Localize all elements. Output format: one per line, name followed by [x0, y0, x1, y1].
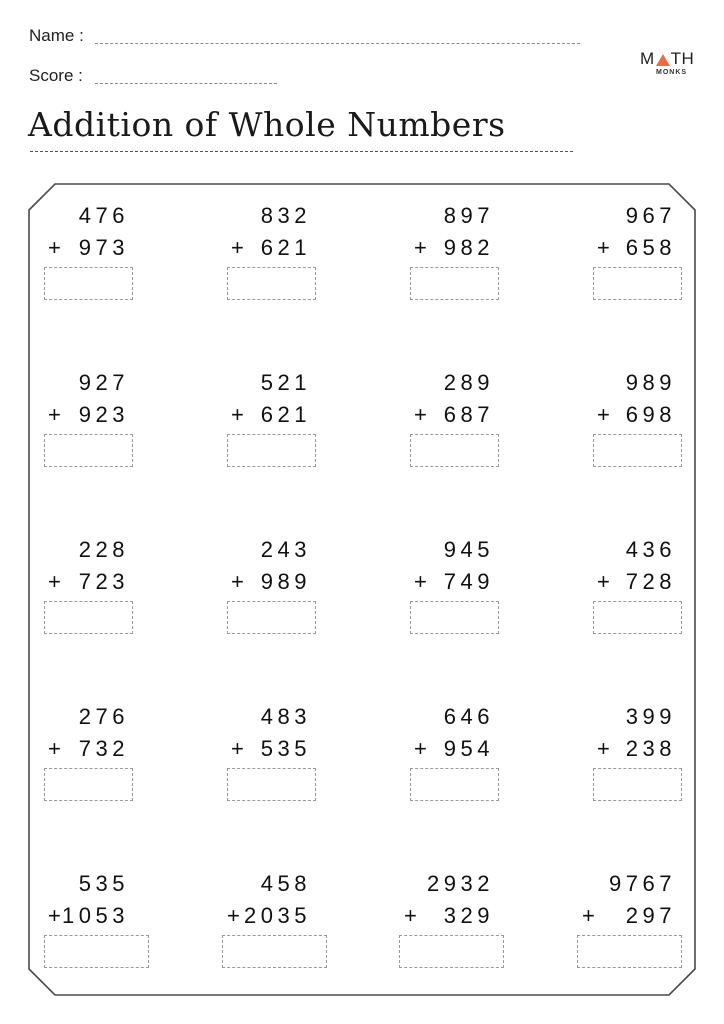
answer-box[interactable]: [222, 935, 327, 968]
answer-box[interactable]: [44, 267, 133, 300]
addend-top: 436: [625, 537, 676, 562]
plus-sign: +: [414, 402, 427, 427]
answer-box[interactable]: [593, 434, 682, 467]
plus-sign: +: [597, 402, 610, 427]
plus-sign: +: [48, 569, 61, 594]
answer-box[interactable]: [410, 601, 499, 634]
plus-sign: +: [48, 736, 61, 761]
addend-bottom: 728: [625, 569, 676, 594]
addend-top: 535: [78, 871, 129, 896]
addend-top: 458: [260, 871, 311, 896]
addend-bottom: 2035: [244, 903, 311, 928]
plus-sign: +: [414, 569, 427, 594]
answer-box[interactable]: [44, 434, 133, 467]
answer-box[interactable]: [593, 768, 682, 801]
addend-top: 989: [625, 370, 676, 395]
answer-box[interactable]: [227, 768, 316, 801]
triangle-icon: [656, 54, 670, 66]
addend-bottom: 535: [260, 736, 311, 761]
name-field-row: [29, 26, 84, 46]
math-monks-logo: [640, 50, 700, 90]
plus-sign: +: [227, 903, 240, 928]
logo-subtitle: MONKS: [656, 69, 688, 76]
addend-top: 832: [260, 203, 311, 228]
addend-top: 646: [443, 704, 494, 729]
plus-sign: +: [48, 235, 61, 260]
plus-sign: +: [597, 736, 610, 761]
addend-bottom: 329: [422, 903, 494, 928]
name-label: Name :: [29, 26, 84, 45]
addend-top: 476: [78, 203, 129, 228]
addend-top: 228: [78, 537, 129, 562]
answer-box[interactable]: [44, 601, 133, 634]
answer-box[interactable]: [410, 434, 499, 467]
addend-bottom: 238: [625, 736, 676, 761]
answer-box[interactable]: [44, 768, 133, 801]
plus-sign: +: [48, 402, 61, 427]
addend-top: 289: [443, 370, 494, 395]
plus-sign: +: [48, 903, 61, 928]
score-field-row: [29, 66, 83, 86]
plus-sign: +: [414, 235, 427, 260]
answer-box[interactable]: [577, 935, 682, 968]
answer-box[interactable]: [44, 935, 149, 968]
answer-box[interactable]: [410, 768, 499, 801]
addend-top: 927: [78, 370, 129, 395]
addend-bottom: 749: [443, 569, 494, 594]
addend-bottom: 989: [260, 569, 311, 594]
addend-top: 897: [443, 203, 494, 228]
plus-sign: +: [231, 736, 244, 761]
plus-sign: +: [597, 569, 610, 594]
addend-top: 483: [260, 704, 311, 729]
addend-bottom: 687: [443, 402, 494, 427]
addend-bottom: 982: [443, 235, 494, 260]
logo-letter-m: M: [640, 49, 655, 68]
addend-top: 945: [443, 537, 494, 562]
plus-sign: +: [231, 402, 244, 427]
addend-bottom: 973: [78, 235, 129, 260]
score-label: Score :: [29, 66, 83, 85]
addend-bottom: 621: [260, 402, 311, 427]
answer-box[interactable]: [227, 267, 316, 300]
answer-box[interactable]: [410, 267, 499, 300]
plus-sign: +: [231, 569, 244, 594]
name-input-line[interactable]: [95, 43, 580, 44]
answer-box[interactable]: [399, 935, 504, 968]
logo-letters-th: TH: [670, 49, 695, 68]
logo-wordmark: [640, 50, 700, 67]
addend-bottom: 1053: [62, 903, 129, 928]
page-title: Addition of Whole Numbers: [28, 105, 506, 144]
plus-sign: +: [597, 235, 610, 260]
addend-top: 2932: [427, 871, 494, 896]
addend-bottom: 297: [604, 903, 676, 928]
addend-top: 243: [260, 537, 311, 562]
addend-bottom: 621: [260, 235, 311, 260]
addend-bottom: 698: [625, 402, 676, 427]
plus-sign: +: [404, 903, 417, 928]
plus-sign: +: [582, 903, 595, 928]
addend-top: 399: [625, 704, 676, 729]
score-input-line[interactable]: [95, 83, 277, 84]
plus-sign: +: [231, 235, 244, 260]
answer-box[interactable]: [227, 601, 316, 634]
addend-top: 9767: [609, 871, 676, 896]
title-underline: [30, 151, 573, 152]
answer-box[interactable]: [593, 601, 682, 634]
answer-box[interactable]: [593, 267, 682, 300]
addend-top: 967: [625, 203, 676, 228]
plus-sign: +: [414, 736, 427, 761]
addend-top: 276: [78, 704, 129, 729]
addend-bottom: 658: [625, 235, 676, 260]
addend-bottom: 732: [78, 736, 129, 761]
addend-bottom: 923: [78, 402, 129, 427]
addend-bottom: 954: [443, 736, 494, 761]
answer-box[interactable]: [227, 434, 316, 467]
addend-bottom: 723: [78, 569, 129, 594]
addend-top: 521: [260, 370, 311, 395]
